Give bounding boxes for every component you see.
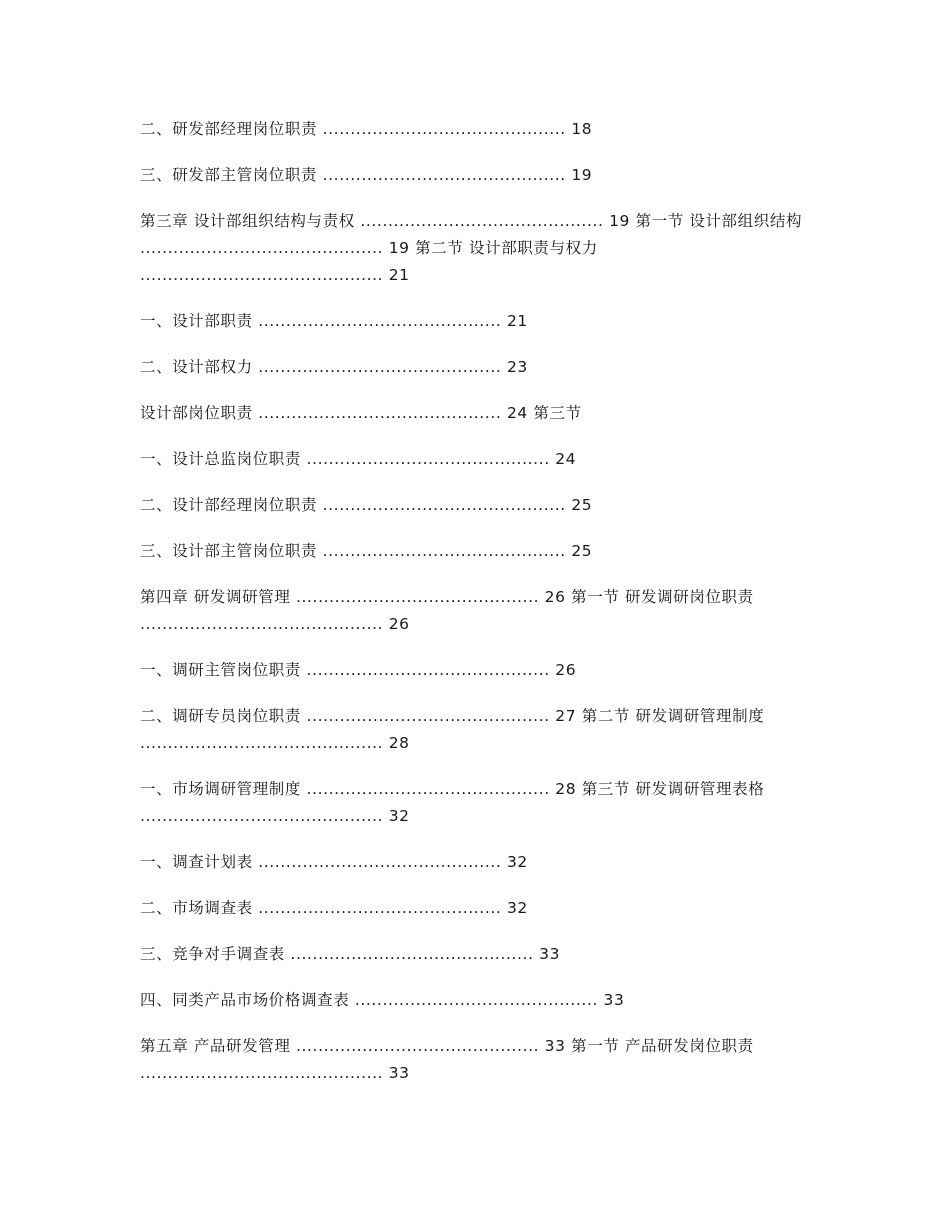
toc-entry-text: 三、研发部主管岗位职责 ............................................ 19 (140, 166, 593, 184)
toc-entry (140, 538, 816, 565)
toc-entry (140, 492, 816, 519)
toc-entry-text: 三、设计部主管岗位职责 ............................................ 25 (140, 542, 593, 560)
table-of-contents (140, 116, 816, 1106)
toc-entry (140, 162, 816, 189)
toc-entry-text: 第五章 产品研发管理 ............................................ 33 第一节 产品研发岗位职责 ............................................ 33 (140, 1037, 754, 1082)
toc-entry (140, 208, 816, 289)
toc-entry-text: 三、竞争对手调查表 ............................................ 33 (140, 945, 561, 963)
toc-entry (140, 584, 816, 638)
toc-entry (140, 776, 816, 830)
toc-entry (140, 703, 816, 757)
toc-entry-text: 第四章 研发调研管理 ............................................ 26 第一节 研发调研岗位职责 ............................................ 26 (140, 588, 754, 633)
toc-entry-text: 一、设计总监岗位职责 ............................................ 24 (140, 450, 577, 468)
toc-entry-text: 四、同类产品市场价格调查表 ............................................ 33 (140, 991, 625, 1009)
toc-entry (140, 657, 816, 684)
toc-entry (140, 895, 816, 922)
toc-entry (140, 308, 816, 335)
toc-entry-text: 一、市场调研管理制度 ............................................ 28 第三节 研发调研管理表格 ............................................ 32 (140, 780, 765, 825)
toc-entry (140, 849, 816, 876)
toc-entry-text: 二、设计部经理岗位职责 ............................................ 25 (140, 496, 593, 514)
toc-entry-text: 一、调研主管岗位职责 ............................................ 26 (140, 661, 577, 679)
toc-entry (140, 941, 816, 968)
toc-entry-text: 二、设计部权力 ............................................ 23 (140, 358, 528, 376)
toc-entry-text: 二、调研专员岗位职责 ............................................ 27 第二节 研发调研管理制度 ............................................ 28 (140, 707, 765, 752)
toc-entry (140, 987, 816, 1014)
toc-entry-text: 二、市场调查表 ............................................ 32 (140, 899, 528, 917)
toc-entry (140, 400, 816, 427)
toc-entry (140, 446, 816, 473)
toc-entry-text: 一、调查计划表 ............................................ 32 (140, 853, 528, 871)
toc-entry (140, 116, 816, 143)
toc-entry-text: 设计部岗位职责 ............................................ 24 第三节 (140, 404, 582, 422)
toc-entry-text: 一、设计部职责 ............................................ 21 (140, 312, 528, 330)
toc-entry-text: 第三章 设计部组织结构与责权 ............................................ 19 第一节 设计部组织结构 ............................................ 19 第二节 设计部职责与权力 ............................................ 21 (140, 212, 803, 284)
toc-entry (140, 354, 816, 381)
toc-entry (140, 1033, 816, 1087)
toc-entry-text: 二、研发部经理岗位职责 ............................................ 18 (140, 120, 593, 138)
